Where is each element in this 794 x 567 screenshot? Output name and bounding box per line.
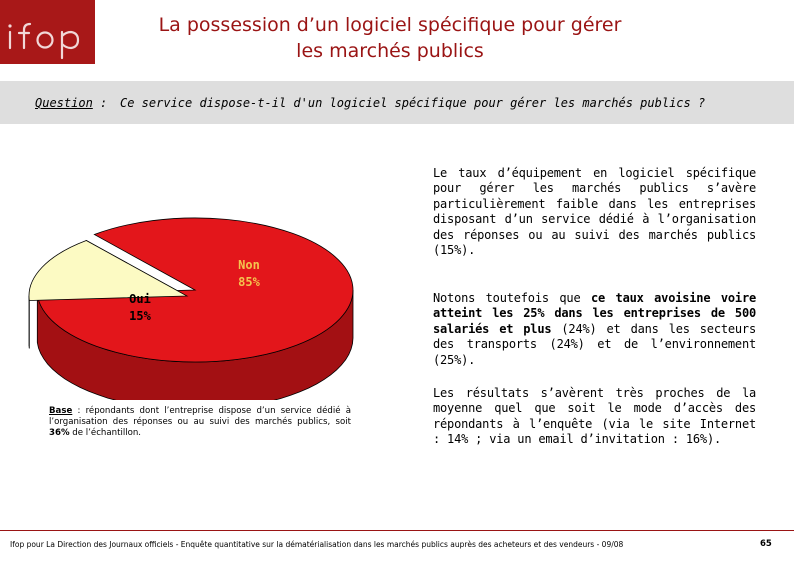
base-note bbox=[49, 406, 351, 439]
paragraph-1: Le taux d’équipement en logiciel spécifique pour gérer les marchés publics s’avère particulièrement faible dans les entreprises disposant d’un service dédié à l’organisation des réponses ou au suivi des marchés publics (15%). bbox=[433, 166, 756, 258]
pie-label-non-value: 85% bbox=[238, 275, 260, 289]
page-title bbox=[110, 12, 670, 64]
paragraph-2-a: Notons toutefois que bbox=[433, 291, 591, 305]
pie-label-non-name: Non bbox=[238, 258, 260, 272]
base-note-text-2: de l’échantillon. bbox=[69, 428, 142, 438]
base-note-bold: 36% bbox=[49, 428, 70, 438]
page-number: 65 bbox=[760, 539, 772, 549]
paragraph-2 bbox=[433, 291, 756, 368]
pie-label-oui-name: Oui bbox=[129, 292, 151, 306]
pie-label-oui bbox=[110, 291, 170, 325]
pie-label-oui-value: 15% bbox=[129, 309, 151, 323]
page-title-line-1: La possession d’un logiciel spécifique pour gérer bbox=[158, 14, 622, 36]
question-label bbox=[35, 96, 107, 110]
pie-label-non bbox=[214, 257, 284, 291]
page-title-line-2: les marchés publics bbox=[296, 40, 484, 62]
question-text: Ce service dispose-t-il d'un logiciel spécifique pour gérer les marchés publics ? bbox=[120, 96, 706, 110]
base-note-text-1: : répondants dont l’entreprise dispose d’un service dédié à l’organisation des réponses ou au suivi des marchés publics, soit bbox=[49, 406, 351, 427]
pie-chart bbox=[20, 160, 400, 400]
paragraph-2-bold: ce taux avoisine voire atteint les 25% dans les entreprises de 500 salariés et plus bbox=[433, 291, 756, 336]
question-label-suffix: : bbox=[92, 96, 108, 110]
footer-divider bbox=[0, 530, 794, 531]
question-label-word: Question bbox=[35, 96, 93, 110]
paragraph-2-b: (24%) et dans les secteurs des transports (24%) et de l’environnement (25%). bbox=[433, 321, 756, 367]
base-note-lead: Base bbox=[49, 406, 73, 416]
paragraph-3: Les résultats s’avèrent très proches de la moyenne quel que soit le mode d’accès des répondants à l’enquête (via le site Internet : 14% ; via un email d’invitation : 16%). bbox=[433, 386, 756, 447]
ifop-logo bbox=[0, 0, 95, 64]
footer-text: Ifop pour La Direction des Journaux officiels - Enquête quantitative sur la dématérialisation dans les marchés publics auprès des acheteurs et des vendeurs - 09/08 bbox=[10, 540, 624, 549]
